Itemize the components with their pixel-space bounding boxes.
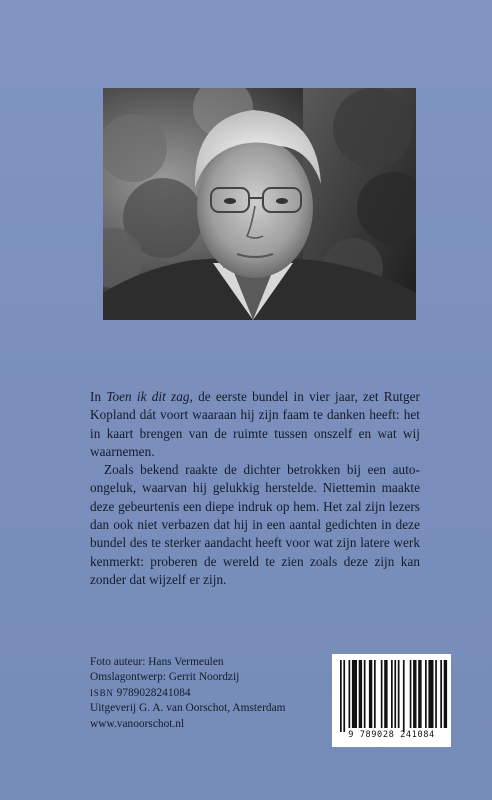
barcode-bar: [343, 660, 345, 732]
barcode-bar: [359, 660, 362, 728]
author-photo: [103, 88, 416, 320]
book-title: Toen ik dit zag: [106, 389, 190, 404]
barcode-bar: [410, 660, 412, 728]
barcode-bar: [418, 660, 421, 728]
blurb-p1-prefix: In: [90, 389, 107, 404]
barcode-bar: [435, 660, 437, 728]
barcode-number: 9 789028 241084: [348, 730, 435, 740]
photo-credit: Foto auteur: Hans Vermeulen: [90, 656, 224, 668]
barcode-bar: [394, 660, 396, 728]
credits: [90, 655, 330, 732]
barcode-bar: [340, 660, 342, 732]
barcode-bar: [369, 660, 372, 728]
isbn-value: 9789028241084: [116, 686, 191, 699]
barcode-bar: [374, 660, 376, 728]
blurb-text: [90, 388, 420, 589]
publisher: Uitgeverij G. A. van Oorschot, Amsterdam: [90, 702, 286, 715]
barcode-bar: [349, 660, 351, 728]
barcode-bar: [352, 660, 357, 728]
blurb-p1-rest: , de eerste bundel in vier jaar, zet Rutger Kopland dát voort waaraan hij zijn faam te danken heeft: het in kaart brengen van de ruimte tussen onszelf en wat wij waarnemen.: [90, 389, 420, 459]
isbn-line: [90, 686, 330, 701]
barcode-bar: [398, 660, 400, 728]
barcode-bar: [391, 660, 393, 728]
author-portrait-image: [103, 88, 416, 320]
website-link[interactable]: www.vanoorschot.nl: [90, 717, 185, 730]
isbn-label: ISBN: [90, 687, 114, 698]
blurb-paragraph-1: [90, 388, 420, 461]
barcode: [332, 654, 451, 747]
barcode-bar: [440, 660, 442, 728]
barcode-bar: [425, 660, 427, 728]
blurb-paragraph-2: Zoals bekend raakte de dichter betrokken bij een auto-ongeluk, waarvan hij gelukkig herstelde. Niettemin maakte deze gebeurtenis een diepe indruk op hem. Het zal zijn lezers dan ook niet verbazen dat hij in een aantal gedichten in deze bundel des te sterker aandacht heeft voor wat zijn latere werk kenmerkt: proberen de wereld te zien zoals deze zijn kan zonder dat wijzelf er zijn.: [90, 462, 420, 587]
barcode-bar: [444, 660, 447, 728]
barcode-bar: [413, 660, 416, 728]
barcode-bar: [364, 660, 366, 728]
barcode-bar: [384, 660, 387, 728]
barcode-bar: [428, 660, 433, 728]
barcode-bar: [381, 660, 383, 728]
design-credit: Omslagontwerp: Gerrit Noordzij: [90, 671, 240, 684]
barcode-bar: [403, 660, 405, 732]
